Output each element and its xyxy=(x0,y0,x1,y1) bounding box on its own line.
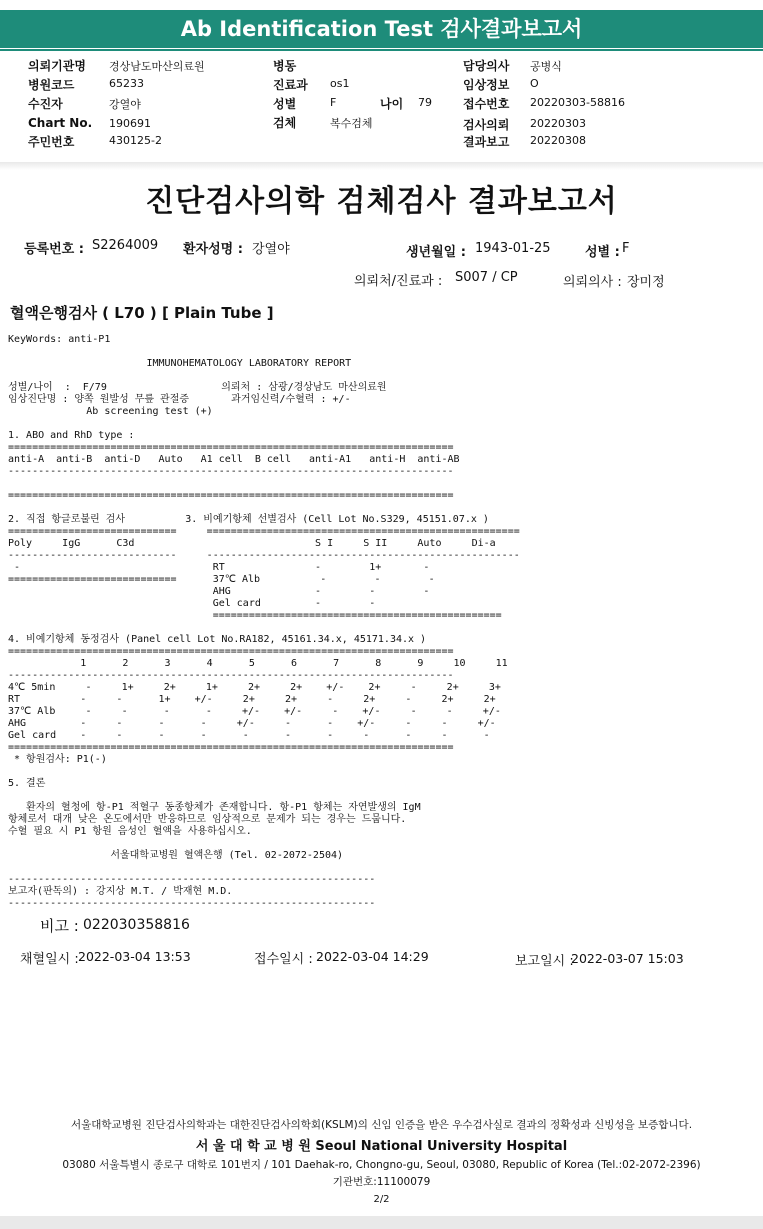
dept-value: S007 / CP xyxy=(455,270,518,285)
report-title: 진단검사의학 검체검사 결과보고서 xyxy=(145,184,618,219)
meta-value-doctor: 공병식 xyxy=(530,60,562,73)
page-number: 2/2 xyxy=(373,1194,390,1205)
sex-label: 성별 : xyxy=(585,245,620,260)
header-title: Ab Identification Test 검사결과보고서 xyxy=(180,17,583,41)
meta-label-resident-no: 주민번호 xyxy=(28,135,75,149)
meta-value-patient: 강열야 xyxy=(109,98,141,111)
footer-hospital-name: 서 울 대 학 교 병 원 Seoul National University Hospital xyxy=(195,1139,568,1154)
collect-value: 2022-03-04 13:53 xyxy=(78,949,191,964)
meta-value-department: os1 xyxy=(330,77,350,90)
meta-label-clinical-info: 임상정보 xyxy=(463,78,510,92)
header-divider xyxy=(0,49,763,51)
footer-address: 03080 서울특별시 종로구 대학로 101번지 / 101 Daehak-ro, Chongno-gu, Seoul, 03080, Republic of Korea (Tel.:02-2072-2396) xyxy=(62,1159,701,1171)
separator-band xyxy=(0,162,763,170)
footer-institution-code: 기관번호:11100079 xyxy=(332,1176,431,1188)
reg-no-label: 등록번호 : xyxy=(24,242,84,257)
meta-value-request-date: 20220303 xyxy=(530,117,586,130)
report-time-value: 2022-03-07 15:03 xyxy=(571,951,684,966)
requesting-doctor-label: 의뢰의사 : xyxy=(563,275,622,290)
dept-label: 의뢰처/진료과 : xyxy=(354,274,443,289)
lab-report-body: KeyWords: anti-P1 IMMUNOHEMATOLOGY LABORATORY REPORT 성별/나이 : F/79 의뢰처 : 삼광/경상남도 마산의료원 임상진단명 : 양쪽 원발성 무릎 관절증 과거임신력/수혈력 : +/- Ab screening test (+) 1. ABO and RhD type : ========================================================================== anti-A anti-B anti-D Auto A1 cell B cell anti-A1 anti-H anti-AB -------------------------------------------------------------------------- ========================================================================== 2. 직접 항글로불린 검사 3. 비예기항체 선별검사 (Cell Lot No.S329, 45151.07.x ) ============================ ==================================================== Poly IgG C3d S I S II Auto Di-a ---------------------------- ---------------------------------------------------- - RT - 1+ - ============================ 37℃ Alb - - - AHG - - - Gel card - - ================================================ 4. 비예기항체 동정검사 (Panel cell Lot No.RA182, 45161.34.x, 45171.34.x ) ========================================================================== 1 2 3 4 5 6 7 8 9 10 11 -------------------------------------------------------------------------- 4℃ 5min - 1+ 2+ 1+ 2+ 2+ +/- 2+ - 2+ 3+ RT - - 1+ +/- 2+ 2+ - 2+ - 2+ 2+ 37℃ Alb - - - - +/- +/- - +/- - - +/- AHG - - - - +/- - - +/- - - +/- Gel card - - - - - - - - - - - ========================================================================== * 항원검사: P1(-) 5. 결론 환자의 혈청에 항-P1 적혈구 동종항체가 존재합니다. 항-P1 항체는 자연발생의 IgM 항체로서 대개 낮은 온도에서만 반응하므로 임상적으로 문제가 되는 경우는 드뭅니다. 수혈 필요 시 P1 항원 음성인 혈액을 사용하십시오. 서울대학교병원 혈액은행 (Tel. 02-2072-2504) ------------------------------------------------------------- 보고자(판독의) : 강지상 M.T. / 박재현 M.D. ------------------------------------------------------------- xyxy=(8,334,520,909)
meta-value-hospital-code: 65233 xyxy=(109,77,144,90)
dob-value: 1943-01-25 xyxy=(475,241,551,256)
meta-label-institution: 의뢰기관명 xyxy=(28,59,86,73)
sex-value: F xyxy=(622,241,630,256)
reg-no-value: S2264009 xyxy=(92,238,159,253)
meta-label-request-date: 검사의뢰 xyxy=(463,118,510,132)
receive-label: 접수일시 : xyxy=(254,952,313,967)
note-label: 비고 : xyxy=(40,917,79,935)
meta-label-age: 나이 xyxy=(380,97,404,111)
meta-value-institution: 경상남도마산의료원 xyxy=(109,60,205,73)
receive-value: 2022-03-04 14:29 xyxy=(316,949,429,964)
meta-label-specimen: 검체 xyxy=(273,116,297,130)
meta-label-receipt-no: 접수번호 xyxy=(463,97,510,111)
meta-label-doctor: 담당의사 xyxy=(463,59,510,73)
meta-value-receipt-no: 20220303-58816 xyxy=(530,96,625,109)
patient-name-label: 환자성명 : xyxy=(183,242,243,257)
meta-value-clinical-info: O xyxy=(530,77,539,90)
section-title: 혈액은행검사 ( L70 ) [ Plain Tube ] xyxy=(10,304,274,322)
meta-label-hospital-code: 병원코드 xyxy=(28,78,75,92)
note-value: 022030358816 xyxy=(83,917,190,933)
dob-label: 생년월일 : xyxy=(406,245,466,260)
meta-value-sex: F xyxy=(330,96,337,109)
footer-certification: 서울대학교병원 진단검사의학과는 대한진단검사의학회(KSLM)의 신임 인증을 받은 우수검사실로 결과의 정확성과 신빙성을 보증합니다. xyxy=(70,1119,693,1131)
report-time-label: 보고일시 : xyxy=(515,954,574,969)
meta-value-chart-no: 190691 xyxy=(109,117,151,130)
meta-label-chart-no: Chart No. xyxy=(28,116,93,130)
patient-name-value: 강열야 xyxy=(252,242,290,257)
requesting-doctor-value: 장미정 xyxy=(627,275,665,290)
meta-value-report-date: 20220308 xyxy=(530,134,586,147)
meta-value-age: 79 xyxy=(418,96,432,109)
meta-value-resident-no: 430125-2 xyxy=(109,134,162,147)
meta-label-ward: 병동 xyxy=(273,59,297,73)
meta-label-department: 진료과 xyxy=(273,78,308,92)
collect-label: 채혈일시 : xyxy=(20,952,79,967)
meta-label-report-date: 결과보고 xyxy=(463,135,510,149)
footer-band xyxy=(0,1216,763,1229)
meta-label-patient: 수진자 xyxy=(28,97,63,111)
meta-label-sex: 성별 xyxy=(273,97,297,111)
meta-value-specimen: 복수검체 xyxy=(330,117,373,130)
